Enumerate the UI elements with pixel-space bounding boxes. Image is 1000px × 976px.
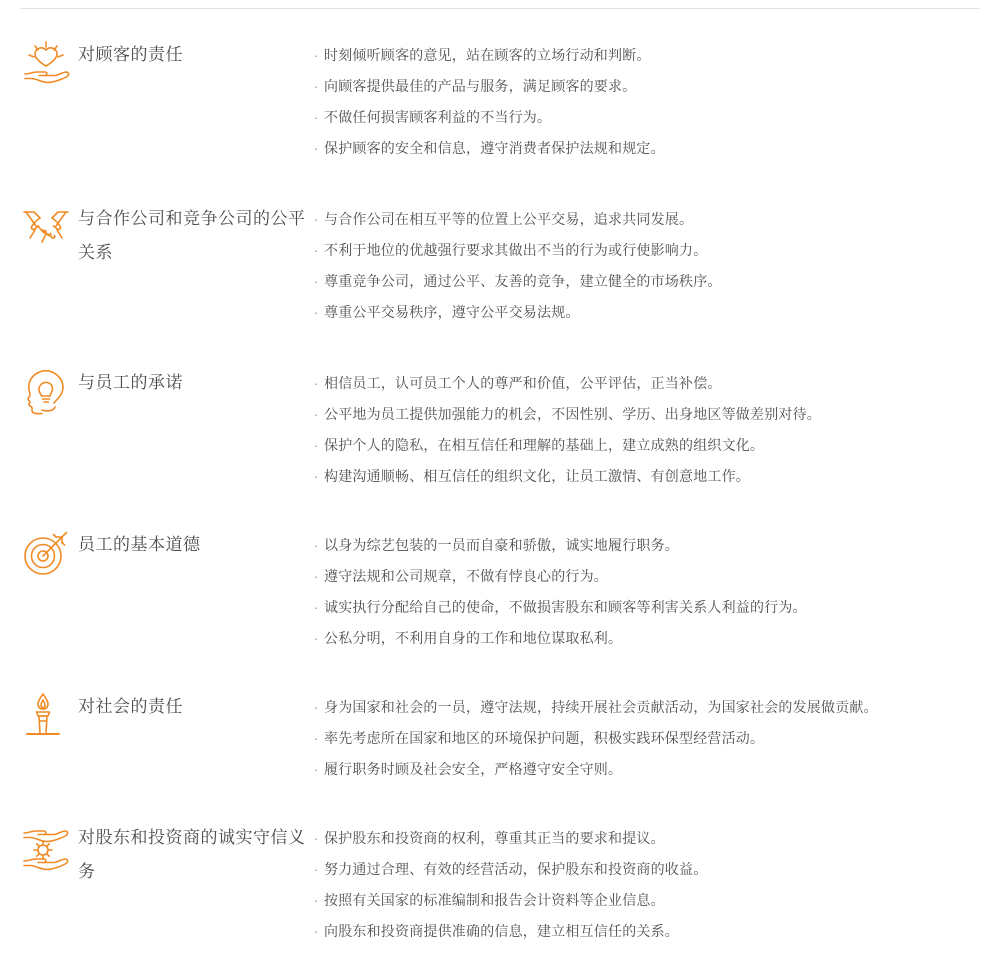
list-item-text: 尊重竞争公司，通过公平、友善的竞争，建立健全的市场秩序。 [324,273,722,289]
list-item-text: 相信员工，认可员工个人的尊严和价值，公平评估，正当补偿。 [324,375,722,391]
bullet-icon: · [313,699,319,715]
bullet-icon: · [313,568,319,584]
hands-coin-icon [0,813,78,873]
list-item [308,266,976,297]
target-arrow-icon [0,520,78,580]
bullet-icon: · [313,892,319,908]
bullet-icon: · [313,830,319,846]
list-item-text: 不利于地位的优越强行要求其做出不当的行为或行使影响力。 [324,242,708,258]
list-item [308,885,976,916]
section-shareholder-duty [0,813,1000,947]
list-item [308,461,976,492]
list-item [308,297,976,328]
section-social-responsibility [0,682,1000,785]
list-item [308,235,976,266]
list-item [308,430,976,461]
section-title: 对社会的责任 [78,697,183,716]
list-item [308,71,976,102]
section-employee-ethics [0,520,1000,654]
bullet-icon: · [313,468,319,484]
list-item-text: 向顾客提供最佳的产品与服务，满足顾客的要求。 [324,78,637,94]
bullet-icon: · [313,78,319,94]
bullet-icon: · [313,437,319,453]
list-item-text: 身为国家和社会的一员，遵守法规，持续开展社会贡献活动，为国家社会的发展做贡献。 [324,699,878,715]
list-item-text: 与合作公司在相互平等的位置上公平交易，追求共同发展。 [324,211,694,227]
bullet-icon: · [313,923,319,939]
section-items [308,358,1000,492]
section-items [308,813,1000,947]
bullet-icon: · [313,375,319,391]
list-item-text: 保护顾客的安全和信息，遵守消费者保护法规和规定。 [324,140,665,156]
head-hand-idea-icon [0,358,78,418]
list-item-text: 公私分明，不利用自身的工作和地位谋取私利。 [324,630,623,646]
list-item-text: 公平地为员工提供加强能力的机会，不因性别、学历、出身地区等做差别对待。 [324,406,821,422]
list-item-text: 率先考虑所在国家和地区的环境保护问题，积极实践环保型经营活动。 [324,730,765,746]
bullet-icon: · [313,630,319,646]
list-item [308,399,976,430]
list-item-text: 构建沟通顺畅、相互信任的组织文化，让员工激情、有创意地工作。 [324,468,750,484]
section-fair-relations [0,194,1000,328]
bullet-icon: · [313,599,319,615]
section-employee-commitment [0,358,1000,492]
section-customer-responsibility [0,30,1000,164]
list-item [308,530,976,561]
section-title: 与员工的承诺 [78,373,183,392]
list-item [308,204,976,235]
list-item [308,133,976,164]
list-item [308,623,976,654]
list-item [308,40,976,71]
bullet-icon: · [313,273,319,289]
list-item-text: 尊重公平交易秩序，遵守公平交易法规。 [324,304,580,320]
section-title: 对顾客的责任 [78,45,183,64]
top-divider [20,8,980,9]
bullet-icon: · [313,537,319,553]
list-item [308,916,976,947]
section-title-cell [78,520,308,562]
list-item-text: 遵守法规和公司规章，不做有悖良心的行为。 [324,568,608,584]
section-title-cell [78,358,308,400]
list-item-text: 保护股东和投资商的权利，尊重其正当的要求和提议。 [324,830,665,846]
bullet-icon: · [313,761,319,777]
bullet-icon: · [313,242,319,258]
list-item [308,102,976,133]
list-item-text: 按照有关国家的标准编制和报告会计资料等企业信息。 [324,892,665,908]
list-item-text: 不做任何损害顾客利益的不当行为。 [324,109,552,125]
bullet-icon: · [313,140,319,156]
hand-heart-icon [0,30,78,90]
bullet-icon: · [313,861,319,877]
bullet-icon: · [313,304,319,320]
section-title: 员工的基本道德 [78,535,201,554]
bullet-icon: · [313,730,319,746]
list-item [308,561,976,592]
section-title-cell [78,813,308,889]
list-item-text: 以身为综艺包装的一员而自豪和骄傲，诚实地履行职务。 [324,537,679,553]
list-item [308,823,976,854]
list-item [308,723,976,754]
list-item-text: 履行职务时顾及社会安全，严格遵守安全守则。 [324,761,623,777]
list-item-text: 时刻倾听顾客的意见，站在顾客的立场行动和判断。 [324,47,651,63]
section-title-cell [78,30,308,72]
section-items [308,194,1000,328]
bullet-icon: · [313,109,319,125]
list-item [308,754,976,785]
section-title-cell [78,682,308,724]
bullet-icon: · [313,47,319,63]
list-item-text: 向股东和投资商提供准确的信息，建立相互信任的关系。 [324,923,679,939]
section-title: 对股东和投资商的诚实守信义务 [78,828,306,881]
section-title-cell [78,194,308,270]
section-items [308,30,1000,164]
list-item-text: 努力通过合理、有效的经营活动，保护股东和投资商的收益。 [324,861,708,877]
list-item [308,692,976,723]
handshake-icon [0,194,78,254]
list-item-text: 诚实执行分配给自己的使命，不做损害股东和顾客等利害关系人利益的行为。 [324,599,807,615]
list-item [308,368,976,399]
list-item [308,854,976,885]
bullet-icon: · [313,406,319,422]
section-items [308,682,1000,785]
bullet-icon: · [313,211,319,227]
list-item-text: 保护个人的隐私，在相互信任和理解的基础上，建立成熟的组织文化。 [324,437,765,453]
torch-icon [0,682,78,742]
section-title: 与合作公司和竞争公司的公平关系 [78,209,306,262]
section-items [308,520,1000,654]
list-item [308,592,976,623]
